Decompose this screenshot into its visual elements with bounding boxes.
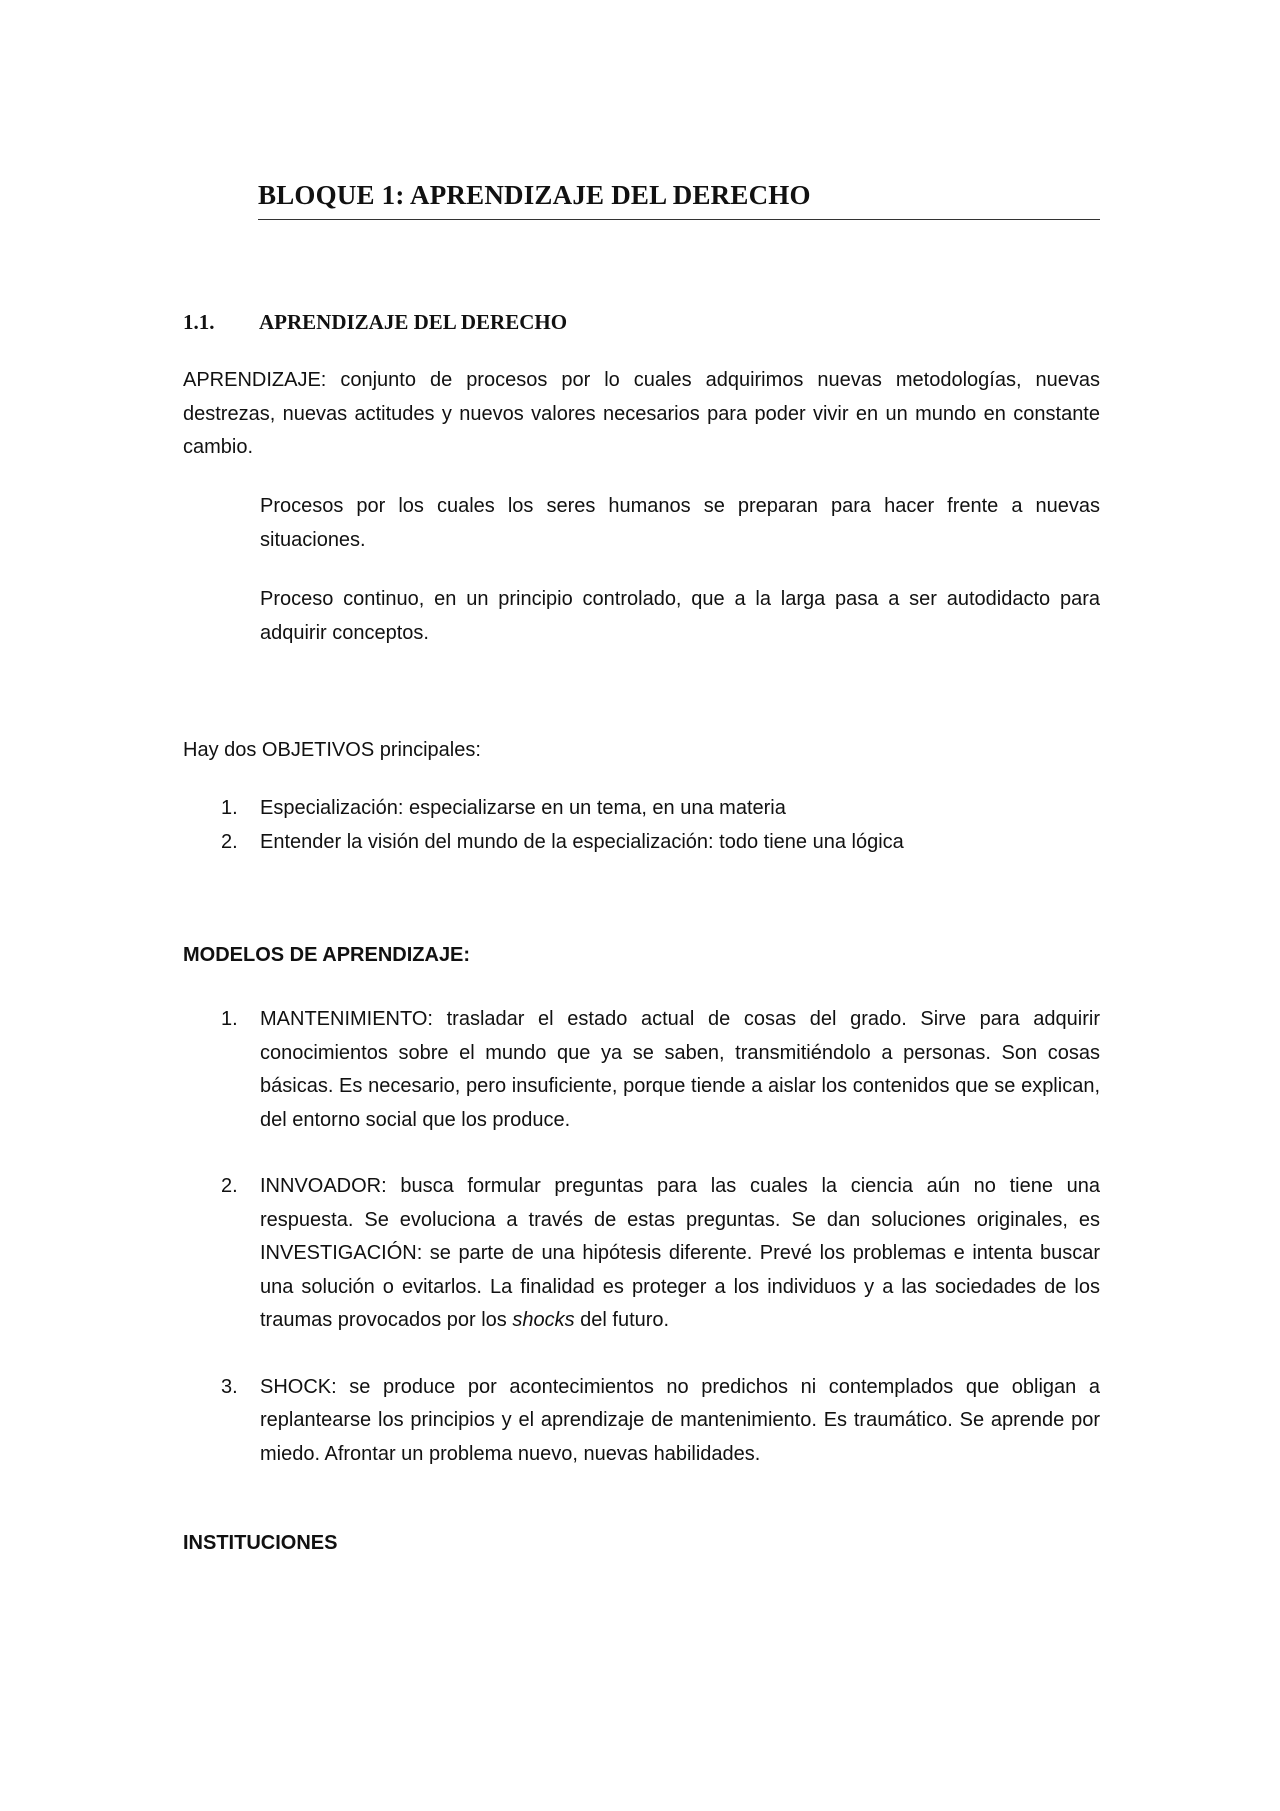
list-item-text: Especialización: especializarse en un tema, en una materia [260, 797, 786, 819]
objectives-list [183, 792, 1100, 859]
list-number: 2. [221, 830, 238, 853]
list-item-text: SHOCK: se produce por acontecimientos no predichos ni contemplados que obligan a replantearse los principios y el aprendizaje de mantenimiento. Es traumático. Se aprende por miedo. Afrontar un problema nuevo, nuevas habilidades. [260, 1375, 1100, 1465]
list-item [183, 1003, 1100, 1137]
models-heading: MODELOS DE APRENDIZAJE: [183, 944, 471, 966]
list-number: 1. [221, 797, 238, 819]
list-item [183, 1170, 1100, 1338]
section-title: APRENDIZAJE DEL DERECHO [259, 310, 568, 334]
italic-term: shocks [512, 1309, 575, 1331]
text-segment: INNVOADOR: busca formular preguntas para las cuales la ciencia aún no tiene una respuesta. Se evoluciona a través de estas preguntas. Se dan soluciones originales, es INVESTIGACIÓN: se parte de una hipótesis diferente. Prevé los problemas e intenta buscar una solución o evitarlos. La finalidad es proteger a los individuos y a las sociedades de los traumas provocados por los [260, 1175, 1100, 1331]
block-title: BLOQUE 1: APRENDIZAJE DEL DERECHO [258, 180, 1100, 220]
models-list [183, 1003, 1100, 1504]
list-number: 1. [221, 1008, 238, 1030]
list-number: 3. [221, 1375, 238, 1398]
indented-paragraph-2: Proceso continuo, en un principio controlado, que a la larga pasa a ser autodidacto para adquirir conceptos. [260, 588, 1100, 644]
list-item-text: Entender la visión del mundo de la especialización: todo tiene una lógica [260, 830, 904, 853]
section-number: 1.1. [183, 310, 215, 334]
list-number: 2. [221, 1175, 238, 1197]
definition-paragraph: APRENDIZAJE: conjunto de procesos por lo cuales adquirimos nuevas metodologías, nuevas destrezas, nuevas actitudes y nuevos valores necesarios para poder vivir en un mundo en constante cambio. [183, 369, 1100, 458]
text-segment: del futuro. [574, 1309, 670, 1331]
list-item [183, 826, 1100, 860]
list-item [183, 1371, 1100, 1472]
objectives-intro: Hay dos OBJETIVOS principales: [183, 739, 481, 761]
list-item-text: MANTENIMIENTO: trasladar el estado actual de cosas del grado. Sirve para adquirir conocimientos sobre el mundo que ya se saben, transmitiéndolo a personas. Son cosas básicas. Es necesario, pero insuficiente, porque tiende a aislar los contenidos que se explican, del entorno social que los produce. [260, 1008, 1100, 1131]
list-item [183, 792, 1100, 826]
list-item-text [260, 1175, 1100, 1331]
section-heading [183, 310, 567, 335]
instituciones-heading: INSTITUCIONES [183, 1532, 338, 1554]
indented-paragraph-1: Procesos por los cuales los seres humanos se preparan para hacer frente a nuevas situaciones. [260, 495, 1100, 551]
